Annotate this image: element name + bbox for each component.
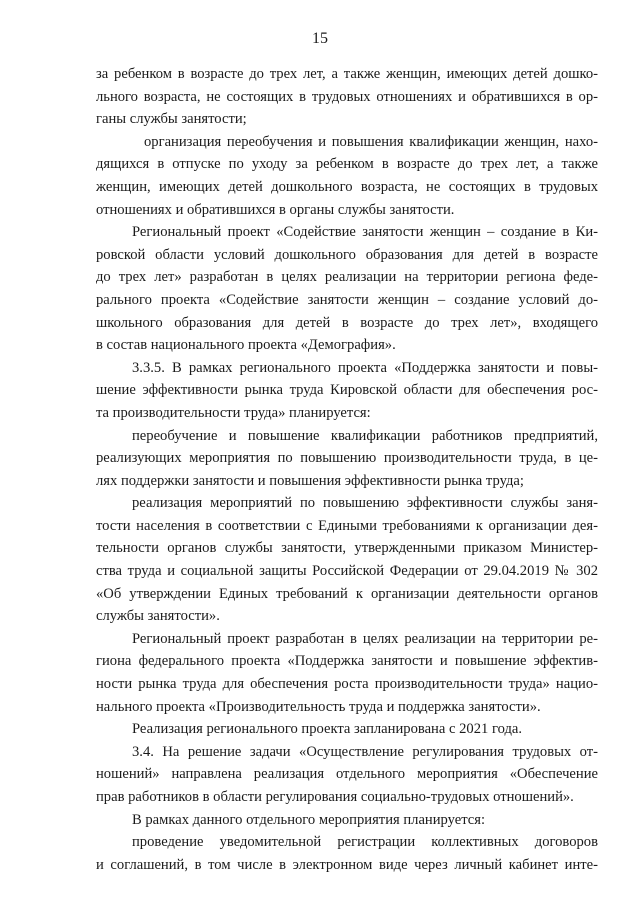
text-line: 3.3.5. В рамках регионального проекта «Поддержка занятости и повы- [132, 359, 598, 376]
text-line: прав работников в области регулирования социально-трудовых отношений». [96, 789, 574, 805]
text-line: тости населения в соответствии с Едиными требованиями к организации дея- [96, 517, 598, 534]
text-line: за ребенком в возрасте до трех лет, а также женщин, имеющих детей дошко- [96, 66, 598, 82]
text-line: в состав национального проекта «Демография». [96, 337, 396, 354]
text-line: службы занятости». [96, 608, 220, 625]
text-line: ношений» направлена реализация отдельного мероприятия «Обеспечение [96, 766, 598, 783]
text-line: проведение уведомительной регистрации коллективных договоров [132, 834, 598, 851]
text-line: ганы службы занятости; [96, 111, 247, 128]
text-line: шение эффективности рынка труда Кировской области для обеспечения рос- [96, 382, 598, 399]
text-line: реализация мероприятий по повышению эффективности службы заня- [132, 495, 598, 512]
text-line: Региональный проект разработан в целях реализации на территории ре- [132, 630, 598, 647]
text-line: ства труда и социальной защиты Российской Федерации от 29.04.2019 № 302 [96, 563, 598, 580]
text-line: нального проекта «Производительность труда и поддержка занятости». [96, 698, 541, 715]
text-line: Реализация регионального проекта запланирована с 2021 года. [132, 721, 522, 738]
text-line: тельности органов службы занятости, утвержденными приказом Министер- [96, 540, 598, 557]
text-line: до трех лет» разработан в целях реализации на территории региона феде- [96, 269, 598, 286]
text-line: организация переобучения и повышения квалификации женщин, нахо- [144, 133, 598, 150]
page-number: 15 [312, 30, 328, 47]
text-line: школьного образования для детей в возрасте до трех лет», входящего [96, 314, 598, 331]
text-line: дящихся в отпуске по уходу за ребенком в возрасте до трех лет, а также [96, 156, 598, 173]
text-line: гиона федерального проекта «Поддержка занятости и повышение эффектив- [96, 653, 598, 670]
text-line: ровской области условий дошкольного образования для детей в возрасте [96, 246, 598, 263]
text-line: В рамках данного отдельного мероприятия планируется: [132, 811, 486, 828]
text-line: и соглашений, в том числе в электронном виде через личный кабинет инте- [96, 856, 598, 873]
text-line: Региональный проект «Содействие занятости женщин – создание в Ки- [132, 224, 598, 241]
text-line: ности рынка труда для обеспечения роста производительности труда» нацио- [96, 676, 598, 693]
text-line: 3.4. На решение задачи «Осуществление регулирования трудовых от- [132, 743, 598, 760]
text-line: лях поддержки занятости и повышения эффективности рынка труда; [96, 472, 524, 489]
text-line: льного возраста, не состоящих в трудовых отношениях и обратившихся в ор- [96, 88, 598, 105]
text-line: отношениях и обратившихся в органы службы занятости. [96, 201, 455, 218]
text-line: женщин, имеющих детей дошкольного возраста, не состоящих в трудовых [96, 178, 598, 195]
body-text [96, 63, 598, 876]
text-line: рального проекта «Содействие занятости женщин – создание условий до- [96, 291, 598, 308]
text-line: реализующих мероприятия по повышению производительности труда, в це- [96, 450, 598, 467]
text-line: переобучение и повышение квалификации работников предприятий, [132, 427, 598, 444]
text-line: «Об утверждении Единых требований к организации деятельности органов [96, 585, 598, 602]
text-line: та производительности труда» планируется: [96, 404, 371, 421]
